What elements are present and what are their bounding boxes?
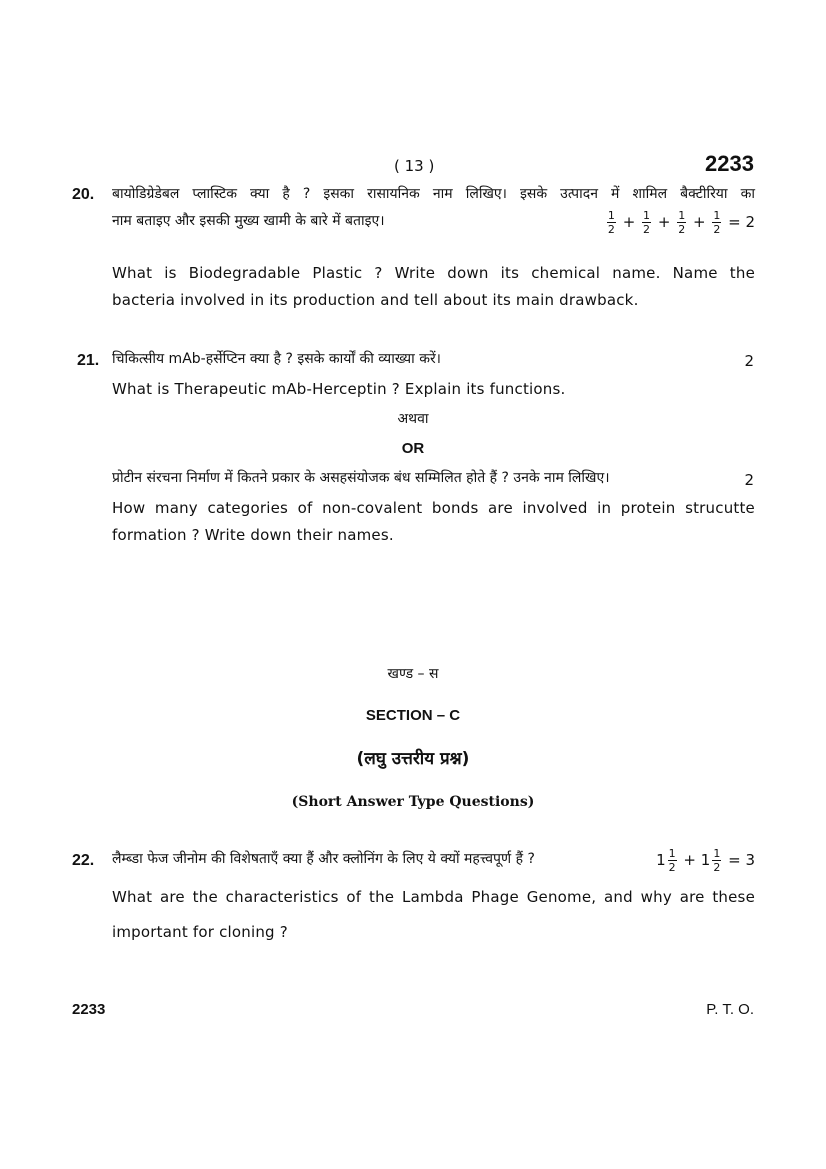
question-number: 22. (72, 852, 95, 869)
section-hindi-subtitle: (लघु उत्तरीय प्रश्न) (356, 749, 470, 769)
question-hindi-line: चिकित्सीय mAb-हर्सेप्टिन क्या है ? इसके कार्यों की व्याख्या करें। (112, 351, 441, 367)
question-english-line: bacteria involved in its production and tell about its main drawback. (112, 291, 639, 309)
question-english-line: formation ? Write down their names. (112, 526, 394, 544)
question-number: 21. (77, 352, 100, 369)
fraction: $\frac{1}{2}$ (713, 209, 721, 236)
section-hindi-title: खण्ड – स (387, 666, 439, 682)
question-english-line: important for cloning ? (112, 923, 288, 941)
or-hindi: अथवा (397, 411, 429, 427)
section-english-subtitle: (Short Answer Type Questions) (291, 794, 535, 810)
fraction: $\frac{1}{2}$ (643, 209, 651, 236)
paper-code-footer: 2233 (72, 1001, 106, 1018)
question-english-line: What are the characteristics of the Lambda Phage Genome, and why are these (112, 888, 755, 906)
question-hindi-line: बायोडिग्रेडेबल प्लास्टिक क्या है ? इसका रासायनिक नाम लिखिए। इसके उत्पादन में शामिल बैक्टीरिया का (112, 186, 755, 202)
paper-code-header: 2233 (705, 151, 754, 176)
fraction: $\frac{1}{2}$ (668, 847, 676, 874)
pto-label: P. T. O. (706, 1001, 754, 1018)
question-english-line: What is Biodegradable Plastic ? Write down its chemical name. Name the (112, 264, 755, 282)
question-hindi-line: लैम्ब्डा फेज जीनोम की विशेषताएँ क्या हैं और क्लोनिंग के लिए ये क्यों महत्त्वपूर्ण हैं ? (112, 851, 535, 867)
question-hindi-line: प्रोटीन संरचना निर्माण में कितने प्रकार के असहसंयोजक बंध सम्मिलित होते हैं ? उनके नाम लिखिए। (112, 470, 610, 486)
question-hindi-line: नाम बताइए और इसकी मुख्य खामी के बारे में बताइए। (112, 213, 385, 229)
question-number: 20. (72, 186, 95, 203)
fraction: $\frac{1}{2}$ (607, 209, 615, 236)
page-number: ( 13 ) (394, 157, 435, 175)
or-english: OR (401, 440, 425, 457)
marks-allocation: $\frac{1}{2}$ + $\frac{1}{2}$ + $\frac{1}{2}$ + $\frac{1}{2}$ = 2 (607, 209, 755, 236)
marks-allocation: 2 (744, 471, 754, 489)
fraction: $\frac{1}{2}$ (713, 847, 721, 874)
question-english-line: What is Therapeutic mAb-Herceptin ? Explain its functions. (112, 380, 566, 398)
marks-allocation: 1 $\frac{1}{2}$ + 1 $\frac{1}{2}$ = 3 (656, 847, 755, 874)
question-english-line: How many categories of non-covalent bonds are involved in protein strucutte (112, 499, 755, 517)
fraction: $\frac{1}{2}$ (678, 209, 686, 236)
marks-allocation: 2 (744, 352, 754, 370)
section-english-title: SECTION – C (365, 707, 461, 724)
